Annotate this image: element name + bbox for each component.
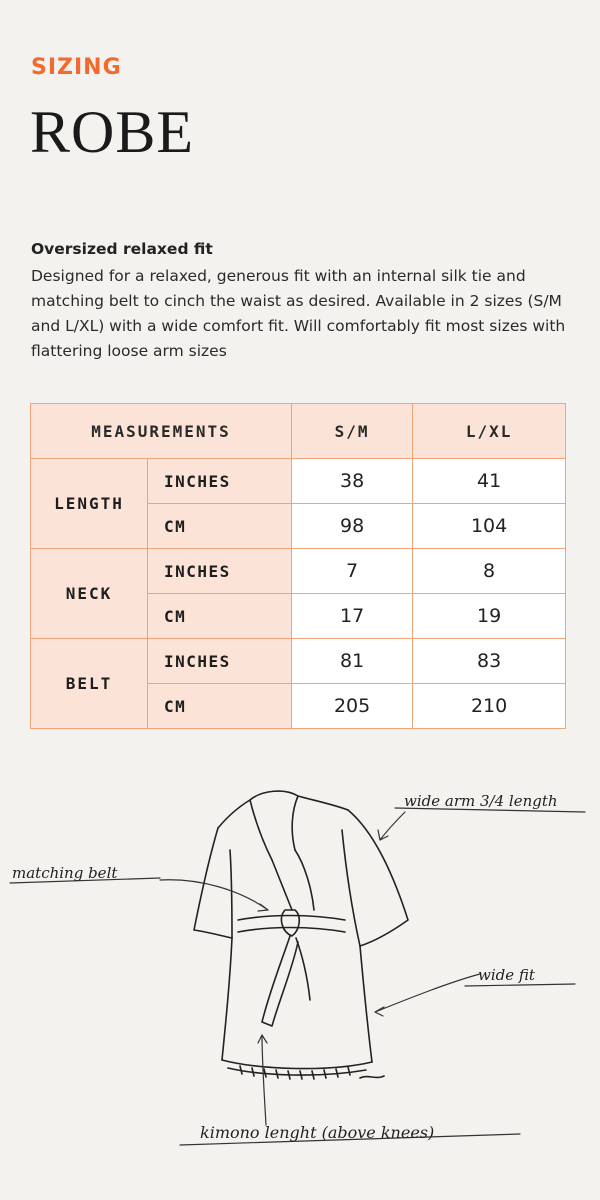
value-cell: 19 — [413, 594, 566, 639]
unit-label: INCHES — [148, 549, 292, 594]
value-cell: 205 — [292, 684, 413, 729]
fit-heading: Oversized relaxed fit — [31, 240, 213, 258]
size-lxl-header: L/XL — [413, 404, 566, 459]
group-label: BELT — [31, 639, 148, 729]
table-row — [31, 639, 566, 684]
page-title: ROBE — [30, 99, 195, 165]
table-row — [31, 459, 566, 504]
value-cell: 81 — [292, 639, 413, 684]
unit-label: CM — [148, 684, 292, 729]
value-cell: 210 — [413, 684, 566, 729]
robe-illustration-icon — [194, 791, 408, 1079]
value-cell: 17 — [292, 594, 413, 639]
group-label: NECK — [31, 549, 148, 639]
fit-annotation: wide fit — [478, 966, 535, 984]
sleeve-annotation: wide arm 3/4 length — [404, 792, 558, 810]
measurements-header: MEASUREMENTS — [31, 404, 292, 459]
unit-label: CM — [148, 504, 292, 549]
fit-description: Designed for a relaxed, generous fit with an internal silk tie and matching belt to cinch the waist as desired. Available in 2 sizes (S/M and L/XL) with a wide comfort fit. Will comfortably fit most sizes with flattering loose arm sizes — [31, 267, 566, 360]
unit-label: CM — [148, 594, 292, 639]
belt-annotation: matching belt — [12, 864, 118, 882]
size-table — [30, 403, 566, 729]
length-annotation: kimono lenght (above knees) — [200, 1123, 435, 1142]
unit-label: INCHES — [148, 459, 292, 504]
value-cell: 83 — [413, 639, 566, 684]
section-eyebrow: SIZING — [31, 55, 122, 80]
value-cell: 41 — [413, 459, 566, 504]
value-cell: 104 — [413, 504, 566, 549]
group-label: LENGTH — [31, 459, 148, 549]
table-row — [31, 549, 566, 594]
value-cell: 98 — [292, 504, 413, 549]
size-sm-header: S/M — [292, 404, 413, 459]
value-cell: 8 — [413, 549, 566, 594]
robe-sketch — [0, 760, 600, 1180]
unit-label: INCHES — [148, 639, 292, 684]
intro-block — [31, 240, 571, 364]
value-cell: 7 — [292, 549, 413, 594]
value-cell: 38 — [292, 459, 413, 504]
